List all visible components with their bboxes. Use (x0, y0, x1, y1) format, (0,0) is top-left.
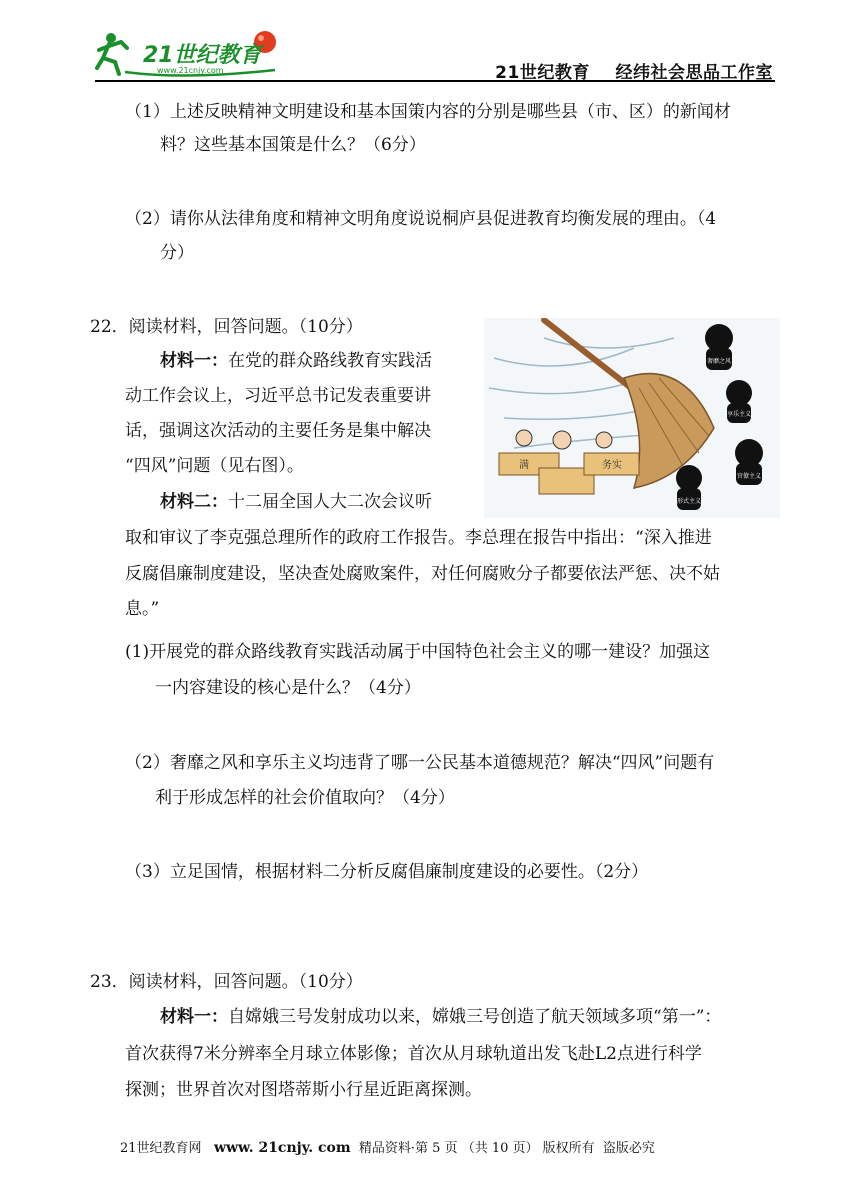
q23-m1-line2: 首次获得7米分辨率全月球立体影像；首次从月球轨道出发飞赴L2点进行科学 (125, 1044, 702, 1064)
q22-sub1-line1: (1)开展党的群众路线教育实践活动属于中国特色社会主义的哪一建设？加强这 (125, 642, 711, 662)
desk-label-1: 满 (519, 460, 529, 471)
q22-m1-line4: “四风”问题（见右图）。 (125, 456, 304, 476)
q22-m2-line3: 反腐倡廉制度建设，坚决查处腐败案件，对任何腐败分子都要依法严惩、决不姑 (125, 564, 720, 584)
q21-sub2-line1: （2）请你从法律角度和精神文明角度说说桐庐县促进教育均衡发展的理由。（4 (125, 209, 717, 229)
q22-sub3-line1: （3）立足国情，根据材料二分析反腐倡廉制度建设的必要性。（2分） (125, 862, 649, 882)
q23-m1-label: 材料一： (160, 1007, 228, 1027)
q22-m2-line4: 息。” (125, 599, 160, 619)
q23-m1-line1: 材料一：自嫦娥三号发射成功以来，嫦娥三号创造了航天领域多项“第一”： (160, 1007, 722, 1027)
logo (95, 28, 285, 80)
four-winds-cartoon (484, 318, 780, 518)
q21-sub2-line2: 分） (160, 243, 194, 263)
figure-label-2: 享乐主义 (726, 411, 752, 418)
footer-left: 21世纪教育网 (120, 1141, 214, 1156)
logo-url: www.21cnjy.com (157, 66, 224, 75)
q22-sub1-line2: 一内容建设的核心是什么？（4分） (155, 678, 421, 698)
q22-m2-line2: 取和审议了李克强总理所作的政府工作报告。李总理在报告中指出：“深入推进 (125, 528, 712, 548)
logo-text: 21世纪教育 (143, 43, 262, 68)
header-divider (95, 80, 775, 82)
q23-stem: 23．阅读材料，回答问题。（10分） (90, 972, 363, 992)
figure-label-1: 奢靡之风 (706, 358, 732, 365)
q22-m1-line3: 话，强调这次活动的主要任务是集中解决 (125, 421, 431, 441)
q22-sub2-line1: （2）奢靡之风和享乐主义均违背了哪一公民基本道德规范？解决“四风”问题有 (125, 753, 715, 773)
desk-label-2: 务实 (602, 460, 622, 471)
footer-site-link[interactable]: www. 21cnjy. com (213, 1140, 351, 1156)
q22-m1-line2: 动工作会议上，习近平总书记发表重要讲 (125, 386, 431, 406)
q21-sub1-line1: （1）上述反映精神文明建设和基本国策内容的分别是哪些县（市、区）的新闻材 (125, 102, 731, 122)
q23-m1-line3: 探测；世界首次对图塔蒂斯小行星近距离探测。 (125, 1080, 482, 1100)
q22-m2-line1: 材料二：十二届全国人大二次会议听 (160, 492, 432, 512)
figure-label-4: 形式主义 (676, 498, 702, 505)
q22-sub2-line2: 利于形成怎样的社会价值取向？（4分） (155, 788, 455, 808)
header-title: 21世纪教育 经纬社会思品工作室 (495, 63, 773, 83)
q22-m1-line1: 材料一：在党的群众路线教育实践活 (160, 351, 432, 371)
page-footer (120, 1137, 655, 1156)
q21-sub1-line2: 料？这些基本国策是什么？（6分） (160, 135, 426, 155)
footer-right: 精品资料·第 5 页 （共 10 页） 版权所有 盗版必究 (350, 1141, 655, 1156)
q22-m2-label: 材料二： (160, 492, 228, 512)
q22-m1-label: 材料一： (160, 351, 228, 371)
page-header (95, 28, 775, 82)
figure-label-3: 官僚主义 (736, 473, 762, 480)
runner-icon (97, 33, 127, 74)
q22-stem: 22．阅读材料，回答问题。（10分） (90, 317, 363, 337)
